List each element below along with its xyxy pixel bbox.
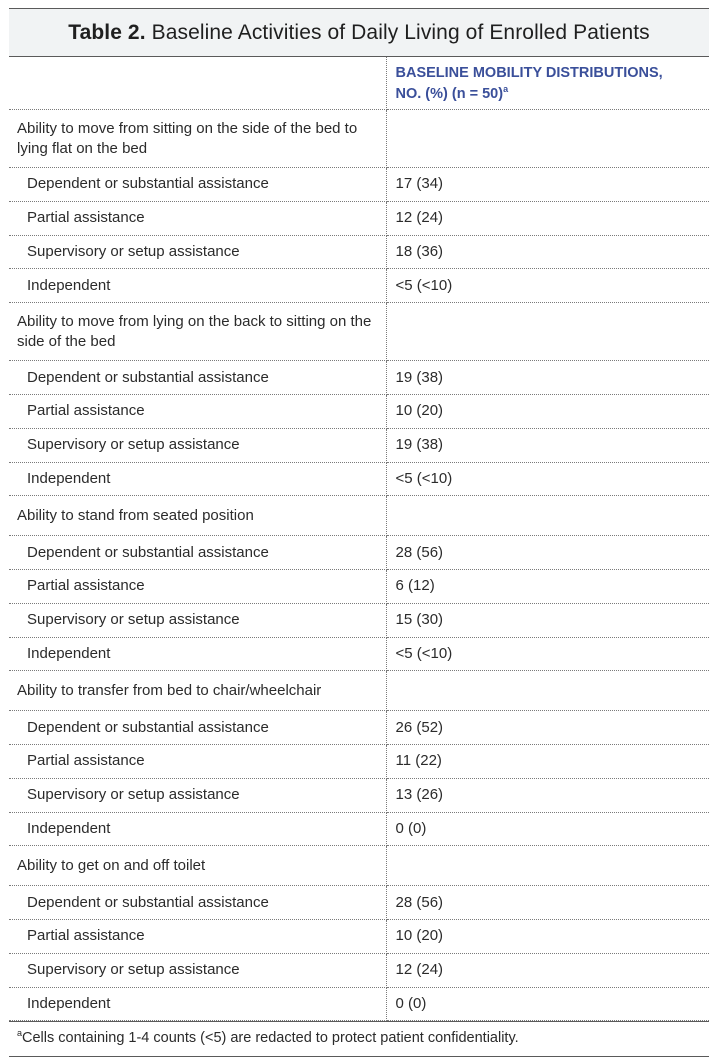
row-value: 15 (30): [386, 603, 709, 637]
row-label: Partial assistance: [9, 394, 386, 428]
table-caption: Baseline Activities of Daily Living of Enrolled Patients: [151, 20, 650, 44]
row-value: 0 (0): [386, 987, 709, 1021]
row-label: Independent: [9, 637, 386, 671]
section-label: Ability to transfer from bed to chair/wheelchair: [9, 671, 386, 711]
row-label: Partial assistance: [9, 744, 386, 778]
table-row: [9, 919, 709, 953]
table-row: [9, 394, 709, 428]
row-value: 17 (34): [386, 168, 709, 202]
footnote-text: Cells containing 1-4 counts (<5) are redacted to protect patient confidentiality.: [22, 1030, 519, 1047]
row-label: Supervisory or setup assistance: [9, 603, 386, 637]
row-value: 19 (38): [386, 361, 709, 395]
table-row: [9, 569, 709, 603]
table-row: [9, 428, 709, 462]
table-row: [9, 778, 709, 812]
row-label: Supervisory or setup assistance: [9, 953, 386, 987]
table-footnote: [9, 1021, 709, 1054]
row-label: Independent: [9, 269, 386, 303]
table-title-bar: [9, 9, 709, 57]
row-label: Dependent or substantial assistance: [9, 886, 386, 920]
section-row: [9, 671, 709, 711]
row-label: Partial assistance: [9, 569, 386, 603]
row-value: 0 (0): [386, 812, 709, 846]
row-label: Supervisory or setup assistance: [9, 428, 386, 462]
row-label: Supervisory or setup assistance: [9, 778, 386, 812]
header-footnote-marker: a: [503, 84, 509, 95]
row-value: 26 (52): [386, 711, 709, 745]
row-value: 13 (26): [386, 778, 709, 812]
row-value: <5 (<10): [386, 269, 709, 303]
section-value-empty: [386, 303, 709, 361]
row-label: Partial assistance: [9, 201, 386, 235]
section-row: [9, 303, 709, 361]
section-label: Ability to move from sitting on the side of the bed to lying flat on the bed: [9, 110, 386, 168]
row-value: 28 (56): [386, 536, 709, 570]
table-row: [9, 886, 709, 920]
row-label: Dependent or substantial assistance: [9, 711, 386, 745]
table-body: [9, 110, 709, 1021]
header-row: [9, 57, 709, 110]
table-row: [9, 812, 709, 846]
section-value-empty: [386, 496, 709, 536]
section-label: Ability to stand from seated position: [9, 496, 386, 536]
row-value: 6 (12): [386, 569, 709, 603]
header-line-1: BASELINE MOBILITY DISTRIBUTIONS,: [395, 65, 663, 81]
section-value-empty: [386, 671, 709, 711]
table-row: [9, 168, 709, 202]
section-row: [9, 496, 709, 536]
row-label: Independent: [9, 462, 386, 496]
section-value-empty: [386, 846, 709, 886]
table-figure: [9, 8, 709, 1057]
row-value: 19 (38): [386, 428, 709, 462]
row-label: Dependent or substantial assistance: [9, 168, 386, 202]
row-value: 18 (36): [386, 235, 709, 269]
table-row: [9, 269, 709, 303]
row-label: Independent: [9, 987, 386, 1021]
row-label: Supervisory or setup assistance: [9, 235, 386, 269]
header-line-2: NO. (%) (n = 50): [395, 86, 504, 102]
table-row: [9, 603, 709, 637]
table-row: [9, 201, 709, 235]
adl-table: [9, 57, 709, 1021]
row-value: 11 (22): [386, 744, 709, 778]
table-row: [9, 744, 709, 778]
table-row: [9, 462, 709, 496]
header-cell-distribution: [386, 57, 709, 110]
table-row: [9, 361, 709, 395]
row-label: Dependent or substantial assistance: [9, 536, 386, 570]
section-label: Ability to get on and off toilet: [9, 846, 386, 886]
table-number: Table 2.: [68, 20, 146, 44]
row-value: 12 (24): [386, 201, 709, 235]
table-row: [9, 953, 709, 987]
table-title: [68, 21, 650, 45]
row-label: Partial assistance: [9, 919, 386, 953]
row-value: <5 (<10): [386, 462, 709, 496]
table-row: [9, 637, 709, 671]
footnote-marker: a: [17, 1028, 23, 1039]
row-value: 12 (24): [386, 953, 709, 987]
row-label: Dependent or substantial assistance: [9, 361, 386, 395]
row-label: Independent: [9, 812, 386, 846]
row-value: 10 (20): [386, 394, 709, 428]
section-label: Ability to move from lying on the back to sitting on the side of the bed: [9, 303, 386, 361]
section-row: [9, 846, 709, 886]
table-row: [9, 235, 709, 269]
row-value: 28 (56): [386, 886, 709, 920]
header-cell-empty: [9, 57, 386, 110]
table-row: [9, 536, 709, 570]
section-value-empty: [386, 110, 709, 168]
table-row: [9, 711, 709, 745]
row-value: 10 (20): [386, 919, 709, 953]
section-row: [9, 110, 709, 168]
row-value: <5 (<10): [386, 637, 709, 671]
